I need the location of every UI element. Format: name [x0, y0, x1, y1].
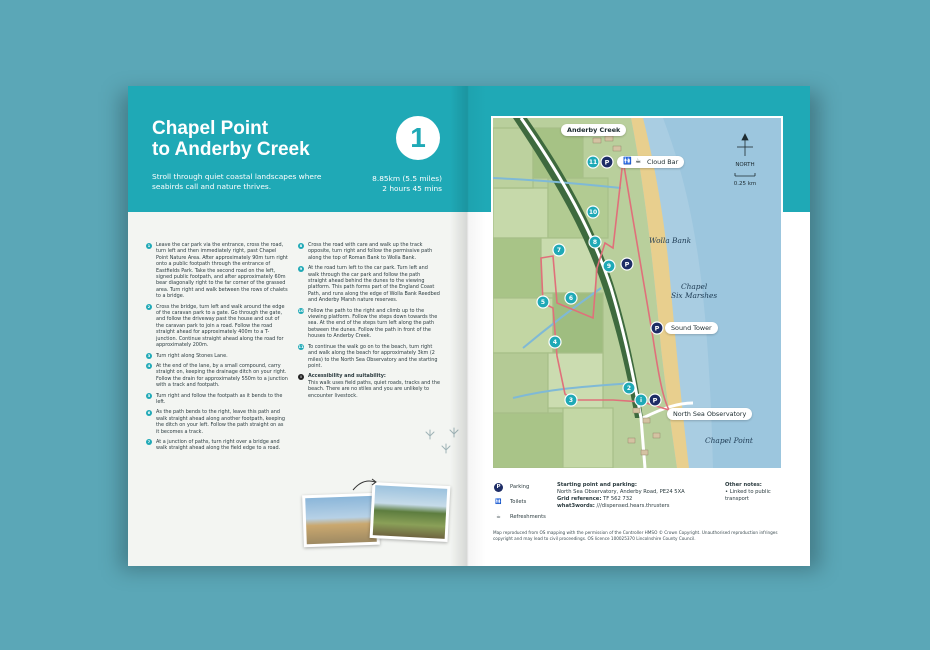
- start-address: North Sea Observatory, Anderby Road, PE24 5XA: [557, 489, 685, 495]
- left-page: [128, 86, 467, 566]
- toilets-icon: 🚻: [495, 499, 502, 505]
- label-anderby-creek: Anderby Creek: [561, 124, 626, 136]
- svg-text:P: P: [604, 158, 610, 167]
- w3w-heading: what3words:: [557, 503, 595, 509]
- step-text: At the end of the lane, by a small compound, carry straight on, keeping the drainage ditch on your right. Follow the drain for approximately 550m to a junction with a track and footpath.: [156, 362, 288, 389]
- svg-text:4: 4: [552, 339, 558, 346]
- waypoint-9: [603, 260, 615, 272]
- svg-text:P: P: [654, 324, 660, 333]
- step-7: [146, 439, 288, 452]
- legend-parking-label: Parking: [510, 484, 530, 490]
- step-number: 2: [147, 304, 151, 310]
- parking-marker-sound-tower: [651, 322, 663, 334]
- other-notes: [725, 482, 795, 503]
- parking-icon: P: [494, 483, 503, 492]
- svg-text:i: i: [639, 397, 643, 404]
- step-number: 11: [298, 344, 304, 350]
- label-cloud-bar: [617, 156, 684, 168]
- step-4: [146, 363, 288, 389]
- svg-text:2: 2: [626, 385, 632, 392]
- label-chapel-six-marshes-line2: Six Marshes: [671, 291, 718, 300]
- step-number: 10: [298, 308, 304, 314]
- parking-marker-cloud-bar: [601, 156, 613, 168]
- step-text: At the road turn left to the car park. Turn left and walk through the car park and follow the path straight ahead behind the dunes to the viewing platform. This path forms part of the England Coast Path, and runs along the edge of Wolla Bank Reedbed and Anderby Marsh nature reserves.: [308, 265, 440, 304]
- step-number: 1: [147, 242, 151, 248]
- label-wolla-bank: Wolla Bank: [649, 236, 692, 245]
- waypoint-11: [587, 156, 599, 168]
- label-cloud-bar-text: Cloud Bar: [647, 158, 679, 166]
- legend-refreshments: [493, 512, 553, 523]
- step-text: To continue the walk go on to the beach, turn right and walk along the beach for approximately 3km (2 miles) to the North Sea Observatory and the starting point.: [308, 343, 438, 369]
- step-1: [146, 242, 288, 300]
- step-text: At a junction of paths, turn right over a bridge and walk straight ahead along the field edge to a road.: [156, 438, 281, 452]
- start-marker: [635, 394, 647, 406]
- info-icon: i: [298, 374, 304, 380]
- toilets-icon: 🚻: [623, 157, 632, 165]
- svg-text:11: 11: [588, 159, 598, 166]
- waypoint-6: [565, 292, 577, 304]
- legend-refreshments-label: Refreshments: [510, 514, 546, 520]
- legend-toilets: [493, 497, 553, 508]
- waypoint-10: [587, 206, 599, 218]
- observatory-photo: [302, 493, 380, 548]
- walk-duration: 2 hours 45 mins: [382, 184, 442, 193]
- w3w-value: ///dispensed.hears.thrusters: [596, 503, 670, 509]
- svg-text:5: 5: [540, 299, 546, 306]
- legend-toilets-label: Toilets: [510, 499, 527, 505]
- curved-arrow-icon: [351, 476, 381, 492]
- svg-text:6: 6: [568, 295, 574, 302]
- directions-column-1: [146, 242, 288, 456]
- label-chapel-six-marshes-line1: Chapel: [680, 282, 708, 291]
- label-north-sea-observatory: North Sea Observatory: [667, 408, 752, 420]
- bird-footprints-icon: [424, 426, 464, 466]
- svg-text:9: 9: [606, 263, 612, 270]
- legend-parking: [493, 482, 553, 493]
- walk-title: [152, 118, 352, 160]
- notes-item: • Linked to public transport: [725, 489, 771, 502]
- photo-collage: [303, 480, 453, 552]
- parking-marker-wolla-bank: [621, 258, 633, 270]
- walk-title-line2: to Anderby Creek: [152, 139, 310, 160]
- step-2: [146, 304, 288, 349]
- walk-intro: Stroll through quiet coastal landscapes where seabirds call and nature thrives.: [152, 172, 322, 191]
- accessibility-text: This walk uses field paths, quiet roads, tracks and the beach. There are no stiles and you are unlikely to encounter livestock.: [308, 379, 440, 399]
- parking-marker-observatory: [649, 394, 661, 406]
- route-map: [491, 116, 783, 470]
- svg-text:P: P: [652, 396, 658, 405]
- step-number: 7: [147, 439, 151, 445]
- step-text: Cross the bridge, turn left and walk around the edge of the caravan park to a gate. Go through the gate, and follow the driveway past the house and out of the caravan park to join a road. Follow the road straight ahead for approximately 400m to a T-junction. Continue straight ahead along the road for approximately 200m.: [156, 303, 285, 349]
- step-3: [146, 353, 288, 359]
- label-chapel-point: Chapel Point: [705, 436, 753, 445]
- label-sound-tower: Sound Tower: [665, 322, 718, 334]
- accessibility-heading: Accessibility and suitability:: [308, 373, 386, 380]
- svg-text:3: 3: [568, 397, 574, 404]
- step-6: [146, 409, 288, 435]
- step-8: [298, 242, 440, 261]
- starting-point-info: [557, 482, 707, 510]
- accessibility-note: [298, 373, 440, 399]
- walk-stats: [342, 174, 442, 194]
- directions-column-2: [298, 242, 440, 403]
- refreshments-icon: ☕: [496, 514, 501, 520]
- waypoint-2: [623, 382, 635, 394]
- waypoint-3: [565, 394, 577, 406]
- step-text: As the path bends to the right, leave this path and walk straight ahead along another footpath, keeping the ditch on your left. Follow the path straight on as it becomes a track.: [156, 409, 285, 435]
- step-text: Turn right along Stones Lane.: [156, 352, 228, 359]
- scale-label: 0.25 km: [733, 181, 757, 187]
- waypoint-8: [589, 236, 601, 248]
- right-page: [467, 86, 810, 566]
- walk-title-line1: Chapel Point: [152, 118, 269, 139]
- step-11: [298, 344, 440, 370]
- svg-text:7: 7: [556, 247, 562, 254]
- waypoint-7: [553, 244, 565, 256]
- booklet-spread: [128, 86, 810, 566]
- north-label: NORTH: [735, 162, 755, 168]
- step-10: [298, 308, 440, 340]
- step-number: 3: [147, 353, 151, 358]
- map-legend: [493, 482, 553, 527]
- step-text: Follow the path to the right and climb up to the viewing platform. Follow the steps down towards the sea. At the end of the steps turn left along the path between the dunes. Follow the path in front of the houses to Anderby Creek.: [308, 307, 438, 340]
- walk-number-badge: 1: [396, 116, 440, 160]
- step-9: [298, 265, 440, 303]
- step-number: 5: [147, 393, 151, 399]
- start-heading: Starting point and parking:: [557, 482, 637, 488]
- svg-text:10: 10: [588, 209, 598, 216]
- step-text: Turn right and follow the footpath as it bends to the left.: [156, 392, 283, 405]
- grid-heading: Grid reference:: [557, 496, 602, 502]
- label-chapel-six-marshes: [671, 282, 717, 300]
- waypoint-5: [537, 296, 549, 308]
- refreshments-icon: ☕: [635, 157, 642, 165]
- waypoint-4: [549, 336, 561, 348]
- step-5: [146, 393, 288, 406]
- step-number: 9: [299, 265, 303, 271]
- step-number: 4: [147, 363, 151, 369]
- walk-distance: 8.85km (5.5 miles): [372, 174, 442, 183]
- svg-text:8: 8: [592, 239, 598, 246]
- step-text: Leave the car park via the entrance, cross the road, turn left and then immediately right, past Chapel Point Nature Area. After approximately 90m turn right onto a public footpath through the entrance of Eastfields Park. Take the second road on the left, signed public footpath, and after approximately 60m bear diagonally right to the far corner of the grassed area. Turn right and walk between the rows of chalets to a bridge.: [156, 242, 288, 300]
- notes-heading: Other notes:: [725, 482, 762, 488]
- svg-text:P: P: [624, 260, 630, 269]
- step-text: Cross the road with care and walk up the track opposite, turn right and follow the permissive path along the top of Roman Bank to Wolla Bank.: [308, 242, 433, 261]
- grid-value: TF 562 732: [603, 496, 633, 502]
- step-number: 6: [147, 409, 151, 415]
- copyright-notice: Map reproduced from OS mapping with the permission of the Controller HMSO © Crown Copyright. Unauthorised reproduction infringes copyright and may lead to civil proceedings. OS licence 100025370 Lincolnshire County Council.: [493, 530, 778, 541]
- header-band: [128, 86, 467, 212]
- step-number: 8: [299, 242, 303, 248]
- dunes-photo: [370, 482, 451, 542]
